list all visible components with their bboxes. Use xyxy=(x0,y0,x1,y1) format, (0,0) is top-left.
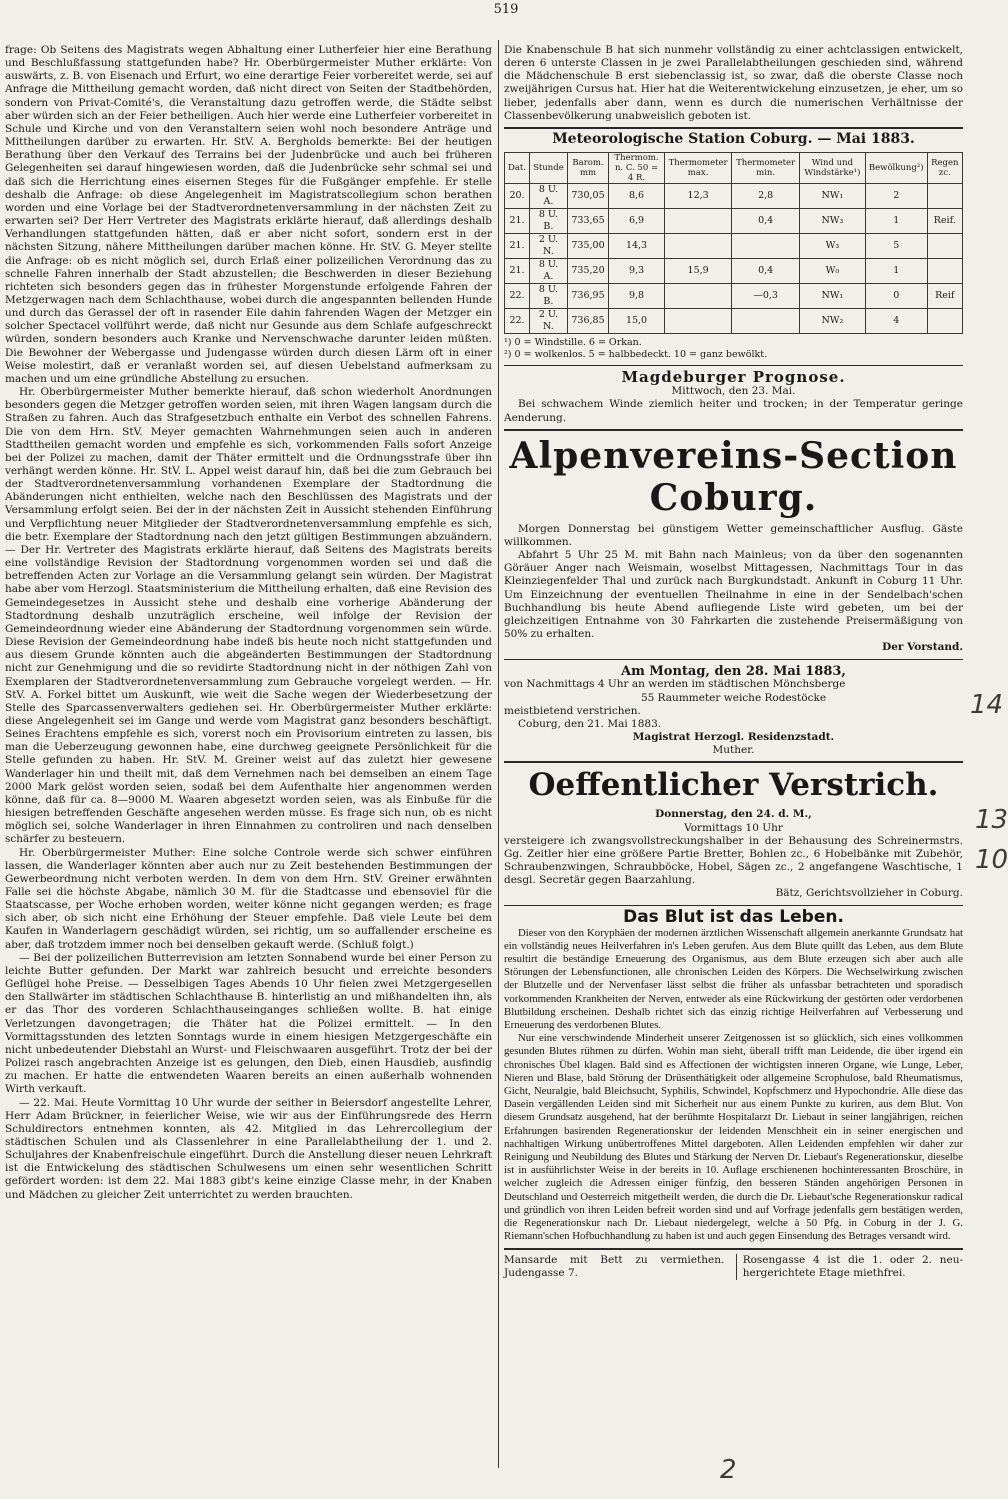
meteo-cell: W₀ xyxy=(799,259,865,284)
auction-line-3: 55 Raummeter weiche Rodestöcke xyxy=(640,691,827,704)
public-auction-date: Donnerstag, den 24. d. M., xyxy=(655,808,812,821)
meteo-note-2: ²) 0 = wolkenlos. 5 = halbbedeckt. 10 = ganz bewölkt. xyxy=(504,348,768,360)
rule xyxy=(504,365,963,366)
meteo-cell: NW₃ xyxy=(799,209,865,234)
meteo-cell xyxy=(664,309,732,334)
rule xyxy=(504,761,963,763)
left-para-2: Hr. Oberbürgermeister Muther bemerkte hierauf, daß schon wiederholt Anordnungen besonders gegen die Metzger getroffen worden seien, mit ihren Wagen langsam durch die Straßen zu fahren. Auch das Strafgesetzbuch enthalte ein Verbot des schnellen Fahrens. Die von dem Hrn. StV. Meyer gemachten Wahrnehmungen seien auch in anderen Stadttheilen gemacht worden und empfehle es sich, vorkommenden Falls sofort Anzeige bei der Polizei zu machen, damit der Thäter ermittelt und die Ordnungsstrafe über ihn verhängt werden könne. Hr. StV. L. Appel weist darauf hin, daß bei die zum Gebrauch bei der Stadtverordnetenversammlung vorhandenen Exemplare der Stadtordnung die Abänderungen nicht enthielten, welche nach den Beschlüssen des Magistrats und der Versammlung erfolgt seien. Bei der in der nächsten Zeit in Aussicht stehenden Einführung und Verpflichtung neuer Mitglieder der Stadtverordnetenversammlung empfehle es sich, die betr. Exemplare der Stadtordnung nach den jetzt gültigen Bestimmungen abzuändern. — Der Hr. Vertreter des Magistrats erklärte hierauf, daß Seitens des Magistrats bereits eine vollständige Revision der Stadtordnung vorgenommen worden sei und daß die betreffenden Acten zur Vorlage an die Versammlung gelangt sein würden. Der Magistrat habe aber vom Herzogl. Staatsministerium die Mittheilung erhalten, daß eine Revision des Gemeindegesetzes in Aussicht stehe und deshalb eine vorherige Abänderung der Stadtordnung deshalb unzuträglich erscheine, weil infolge der Revision der Gemeindeordnung wieder eine Abänderung der Stadtordnung vorgenommen sein würde. Diese Revision der Gemeindeordnung habe indeß bis heute noch nicht stattgefunden und aus diesem Grunde könnten auch die abgeänderten Bestimmungen der Stadtordnung nicht zur Genehmigung und die so revidirte Stadtordnung nicht in der nöthigen Zahl von Exemplaren der Stadtverordnetenversammlung zum Gebrauche vorgelegt werden. — Hr. StV. A. Forkel bittet um Auskunft, wie weit die Sache wegen der Wiederbesetzung der Stelle des Sparcassenverwalters gediehen sei. Hr. Oberbürgermeister Muther erklärte: diese Angelegenheit sei im Gange und werde vom Magistrat ganz besonders beschäftigt. Seines Erachtens empfehle es sich, vorerst noch ein Provisorium eintreten zu lassen, bis man die Ueberzeugung gewonnen habe, eine durchweg geeignete Persönlichkeit für die Stelle gefunden zu haben. Hr. StV. M. Greiner weist auf das zuletzt hier gewesene Wanderlager hin und theilt mit, daß dem Vernehmen nach bei demselben an einem Tage 2000 Mark gelöst worden seien, sodaß bei dem Aufenthalte hier angenommen werden könne, daß für ca. 8—9000 M. Waaren abgesetzt worden seien, was als Einbuße für die hiesigen betreffenden Geschäfte angesehen werden müsse. Es frage sich nun, ob es nicht möglich sei, solche Wanderlager in ihren Einnahmen zu controliren und nach denselben schärfer zu besteuern. xyxy=(5,386,492,846)
meteo-cell: 9,8 xyxy=(609,284,665,309)
left-para-1: frage: Ob Seitens des Magistrats wegen Abhaltung einer Lutherfeier hier eine Berathung und Beschlußfassung stattgefunden habe? Hr. Oberbürgermeister Muther erklärte: Von auswärts, z. B. von Eisenach und Erfurt, wo eine derartige Feier vorbereitet werde, sei auf Anfrage die Mittheilung gemacht worden, daß nicht direct von Seiten der Stadtbehörden, sondern von Privat-Comité's, die Veranstaltung dazu getroffen werde, die Städte selbst aber würden sich an der Feier betheiligen. Auch hier werde eine Lutherfeier vorbereitet in Schule und Kirche und von den Veranstaltern seien wohl noch besondere Anträge und Mittheilungen darüber zu erwarten. Hr. StV. A. Bergholds bemerkte: Bei der heutigen Berathung über den Verkauf des Terrains bei der Judenbrücke und auch bei früheren Gelegenheiten sei darauf hingewiesen worden, daß die Judenbrücke sehr schmal sei und daß sich die Herrichtung eines eisernen Steges für die Fußgänger empfehle. Er stelle deshalb die Anfrage: ob diese Angelegenheit im Magistratscollegium schon berathen worden und eine Vorlage bei der Stadtverordnetenversammlung in der nächsten Zeit zu erwarten sei? Der Herr Vertreter des Magistrats erklärte hierauf, daß allerdings deshalb Verhandlungen stattgefunden hätten, daß er aber nicht sofort, sondern erst in der nächsten Sitzung, nähere Mittheilungen darüber machen könne. Hr. StV. G. Meyer stellte die Anfrage: ob es nicht möglich sei, durch Erlaß einer polizeilichen Verordnung das zu schnelle Fahren innerhalb der Stadt abzustellen; die Beschwerden in dieser Beziehung richteten sich besonders gegen das in frühester Morgenstunde erfolgende Fahren der Metzgerwagen nach dem Schlachthause, wobei durch die angespannten bellenden Hunde und durch das Gerassel der oft in rasender Eile dahin fahrenden Wagen der Metzger ein solcher Spectacel vollführt werde, daß nicht nur Gesunde aus dem Schlafe aufgeschreckt würden, sondern besonders auch Kranke und Nervenschwache darunter leiden müßten. Die Bewohner der Webergasse und Judengasse würden durch diesen Lärm oft in einer Weise molestirt, daß er veranlaßt worden sei, auf diesen Uebelstand aufmerksam zu machen und um eine gründliche Abstellung zu ersuchen. xyxy=(5,44,492,385)
meteo-cell: 8 U. B. xyxy=(530,209,568,234)
meteo-row xyxy=(505,234,963,259)
meteo-cell xyxy=(664,284,732,309)
meteo-header-cell: Regen zc. xyxy=(927,153,962,184)
meteo-cell: NW₁ xyxy=(799,184,865,209)
school-note: Die Knabenschule B hat sich nunmehr vollständig zu einer achtclassigen entwickelt, deren 6 unterste Classen in je zwei Parallelabtheilungen geschieden sind, während die Mädchenschule B erst siebenclassig ist, so zwar, daß die oberste Classe noch zweijährigen Cursus hat. Hier hat die Weiterentwickelung einzusetzen, je eher, um so lieber, jedenfalls aber dann, wenn es durch die numerischen Verhältnisse der Classenbevölkerung unabweislich geboten ist. xyxy=(504,44,963,122)
meteo-cell: 2,8 xyxy=(732,184,799,209)
meteo-cell: NW₂ xyxy=(799,309,865,334)
column-divider xyxy=(498,40,499,1468)
meteo-cell: 735,00 xyxy=(567,234,608,259)
meteo-cell: 9,3 xyxy=(609,259,665,284)
meteo-cell: 8 U. A. xyxy=(530,259,568,284)
meteo-cell: 21. xyxy=(505,259,530,284)
meteo-cell: W₃ xyxy=(799,234,865,259)
meteo-cell: Reif. xyxy=(927,209,962,234)
meteo-cell: 21. xyxy=(505,234,530,259)
alpine-club-signature: Der Vorstand. xyxy=(882,641,963,654)
auction-authority: Magistrat Herzogl. Residenzstadt. xyxy=(632,731,835,744)
meteo-header-cell: Thermometer min. xyxy=(732,153,799,184)
meteo-cell: 8 U. B. xyxy=(530,284,568,309)
meteo-note-1: ¹) 0 = Windstille. 6 = Orkan. xyxy=(504,337,642,349)
meteo-row xyxy=(505,184,963,209)
meteo-header-cell: Thermom. n. C. 50 = 4 R. xyxy=(609,153,665,184)
meteo-header-cell: Barom. mm xyxy=(567,153,608,184)
meteo-header-cell: Dat. xyxy=(505,153,530,184)
meteo-cell xyxy=(927,259,962,284)
meteo-header-cell: Wind und Windstärke¹) xyxy=(799,153,865,184)
meteo-cell: 735,20 xyxy=(567,259,608,284)
left-para-4: — Bei der polizeilichen Butterrevision am letzten Sonnabend wurde bei einer Person zu leichte Butter gefunden. Der Markt war zahlreich besucht und erreichte besonders Geflügel hohe Preise. — Desselbigen Tages Abends 10 Uhr fielen zwei Metzgergesellen den Stallwärter im städtischen Schlachthause B. hinterlistig an und mißhandelten ihn, als er das Thor des vorderen Schlachthauseinganges schließen wollte. B. hat einige Verletzungen davongetragen; die Thäter hat die Polizei ermittelt. — In den Vormittagsstunden des letzten Sonntags wurde in einem hiesigen Metzgergeschäfte ein nicht unbedeutender Diebstahl an Wurst- und Fleischwaaren ausgeführt. Trotz der bei der Polizei rasch angebrachten Anzeige ist es gelungen, den Dieb, einen Hausdieb, ausfindig zu machen. Er hatte die entwendeten Waaren bereits an einen außerhalb wohnenden Wirth verkauft. xyxy=(5,951,492,1096)
handwritten-mark: 2 xyxy=(720,1455,737,1485)
meteo-cell: 0 xyxy=(865,284,927,309)
prognosis-date: Mittwoch, den 23. Mai. xyxy=(671,385,796,398)
small-ads xyxy=(504,1254,963,1280)
auction-date: Am Montag, den 28. Mai 1883, xyxy=(621,664,846,680)
blood-ad-title: Das Blut ist das Leben. xyxy=(623,907,844,928)
rule xyxy=(504,1248,963,1250)
public-auction-text: versteigere ich zwangsvollstreckungshalber in der Behausung des Schreinermstrs. Gg. Zeitler hier eine größere Partie Bretter, Bohlen zc., 6 Hobelbänke mit Zubehör, Schraubenzwingen, Schraubböcke, Hobel, Sägen zc., 2 angefangene Waschtische, 1 desgl. Secretär gegen Baarzahlung. xyxy=(504,834,963,887)
meteo-cell xyxy=(927,309,962,334)
blood-ad-para-2: Nur eine verschwindende Minderheit unserer Zeitgenossen ist so glücklich, sich eines vollkommen gesunden Blutes rühmen zu dürfen. Wohin man sieht, überall trifft man Leidende, die über irgend ein chronisches Übel klagen. Bald sind es Affectionen der wichtigsten inneren Organe, wie Lunge, Leber, Nieren und Blase, bald Störung der Drüsenthätigkeit oder allgemeine Scrophulose, bald Rheumatismus, Gicht, Neuralgie, bald Bleichsucht, Syphilis, Schwindel, Kopfschmerz und Hypochondrie. Alle diese das Dasein vergällenden Leiden sind mit Sicherheit nur aus einem Punkte zu kuriren, aus dem Blut. Von diesem Grundsatz ausgehend, hat der berühmte Hospitalarzt Dr. Liebaut in seiner langjährigen, reichen Erfahrungen basirenden Regenerationskur der leidenden Menschheit ein in seiner energischen und nachhaltigen Wirkung unübertroffenes Mittel dargeboten. Allen Leidenden empfehlen wir daher zur Reinigung und Neubildung des Blutes und Stärkung der Nerven Dr. Liebaut's Regenerationskur, dieselbe ist in ausführlichster Weise in der bereits in 10. Auflage erschienenen hochinteressanten Broschüre, in welcher zugleich die Adressen einiger fünfzig, den besseren Ständen angehörigen Personen in Deutschland und Oesterreich mitgetheilt werden, die durch die Dr. Liebaut'sche Regenerationskur radical und gründlich von ihren Leiden befreit worden sind und auf Vorfrage jedenfalls gern bestätigen werden, die Regenerationskur nach Dr. Liebaut niedergelegt, welche à 50 Pfg. in Coburg in der J. G. Riemann'schen Hofbuchhandlung zu haben ist und auch gegen Einsendung des Betrages versandt wird. xyxy=(504,1032,963,1243)
auction-line-2: von Nachmittags 4 Uhr an werden im städtischen Mönchsberge xyxy=(504,678,846,691)
public-auction-time: Vormittags 10 Uhr xyxy=(684,821,783,834)
meteo-cell xyxy=(664,234,732,259)
handwritten-mark: 10 xyxy=(975,845,1008,875)
meteo-cell: 733,65 xyxy=(567,209,608,234)
left-para-5: — 22. Mai. Heute Vormittag 10 Uhr wurde der seither in Beiersdorf angestellte Lehrer, Herr Adam Brückner, in feierlicher Weise, wie wir aus der Einführungsrede des Herrn Schuldirectors entnehmen konnten, als 42. Mitglied in das Lehrercollegium der städtischen Schulen und als Classenlehrer in eine Parallelabtheilung der 1. und 2. Schuljahres der Knabenfreischule eingeführt. Durch die Anstellung dieser neuen Lehrkraft ist die Entwickelung des städtischen Schulwesens um einen sehr wesentlichen Schritt gefördert worden: ist dem 22. Mai 1883 gibt's keine einzige Classe mehr, in der Knaben und Mädchen zu gleicher Zeit unterrichtet zu werden brauchten. xyxy=(5,1096,492,1201)
auction-signatory: Muther. xyxy=(712,744,755,757)
meteo-row xyxy=(505,309,963,334)
blood-ad-para-1: Dieser von den Koryphäen der modernen ärztlichen Wissenschaft allgemein anerkannte Grundsatz hat ein vollständig neues Heilverfahren in's Leben gerufen. Aus dem Blute quillt das Leben, aus dem Blute resultirt die beständige Erneuerung des Organismus, aus dem Blute erzeugen sich aber auch alle Störungen der Lebensfunctionen, alle chronischen Leiden des Körpers. Die Wechselwirkung zwischen der Blutzelle und der Nervenfaser lässt selbst die früher als unfassbar betrachteten und sporadisch vorkommenden Krankheiten der Nerven, entweder als eine Rückwirkung der gestörten oder verdorbenen Blutbildung erscheinen. Deshalb richtet sich das einzig richtige Heilverfahren auf Verbesserung und Erneuerung des verdorbenen Blutes. xyxy=(504,926,963,1032)
meteo-cell xyxy=(732,309,799,334)
meteo-cell: 21. xyxy=(505,209,530,234)
left-para-3: Hr. Oberbürgermeister Muther: Eine solche Controle werde sich schwer einführen lassen, die Wanderlager könnten aber auch nur zu Zeit bestehenden Bestimmungen der Gewerbeordnung nicht verboten werden. In dem von dem Hrn. StV. Greiner erwähnten Falle sei die höchste Abgabe, nämlich 30 M. für die Stadtcasse und ebensoviel für die Staatscasse, per Woche erhoben worden, weiter könne nicht gegangen werden; es frage sich aber, ob sich nicht eine Erhöhung der Steuer empfehle. Daß viele Leute bei dem Kaufen in Wanderlagern geschädigt würden, sei richtig, um so auffallender erscheine es aber, daß trotzdem immer noch bei denselben gekauft werde. (Schluß folgt.) xyxy=(5,846,492,951)
meteo-table xyxy=(504,152,963,334)
meteo-cell: —0,3 xyxy=(732,284,799,309)
meteo-cell: 0,4 xyxy=(732,209,799,234)
meteo-cell: 15,9 xyxy=(664,259,732,284)
meteo-cell xyxy=(732,234,799,259)
meteo-cell: NW₁ xyxy=(799,284,865,309)
alpine-club-text-1: Morgen Donnerstag bei günstigem Wetter gemeinschaftlicher Ausflug. Gäste willkommen. xyxy=(504,522,963,548)
meteo-cell: 736,85 xyxy=(567,309,608,334)
meteo-cell: 4 xyxy=(865,309,927,334)
meteo-cell: 22. xyxy=(505,309,530,334)
auction-place: Coburg, den 21. Mai 1883. xyxy=(518,717,662,730)
meteo-cell: 2 U. N. xyxy=(530,309,568,334)
handwritten-mark: 13 xyxy=(975,805,1008,835)
meteo-cell xyxy=(664,209,732,234)
handwritten-mark: 14 xyxy=(970,690,1004,720)
meteo-cell: 15,0 xyxy=(609,309,665,334)
prognosis-text: Bei schwachem Winde ziemlich heiter und trocken; in der Temperatur geringe Aenderung. xyxy=(504,398,963,424)
meteo-header-cell: Bewölkung²) xyxy=(865,153,927,184)
right-column xyxy=(504,44,963,1280)
meteo-header-cell: Stunde xyxy=(530,153,568,184)
meteo-cell: 14,3 xyxy=(609,234,665,259)
auction-line-4: meistbietend verstrichen. xyxy=(504,704,641,717)
meteo-cell: 20. xyxy=(505,184,530,209)
public-auction-signature: Bätz, Gerichtsvollzieher in Coburg. xyxy=(775,887,963,900)
meteo-cell: 6,9 xyxy=(609,209,665,234)
meteo-cell: 1 xyxy=(865,209,927,234)
meteo-cell: 8 U. A. xyxy=(530,184,568,209)
meteo-cell: 730,05 xyxy=(567,184,608,209)
meteo-cell: 12,3 xyxy=(664,184,732,209)
meteo-row xyxy=(505,259,963,284)
meteo-cell: 1 xyxy=(865,259,927,284)
meteo-cell: 2 xyxy=(865,184,927,209)
meteo-header-cell: Thermometer max. xyxy=(664,153,732,184)
meteo-cell xyxy=(927,234,962,259)
meteo-title: Meteorologische Station Coburg. — Mai 1883. xyxy=(552,130,915,147)
rule xyxy=(504,127,963,129)
rule xyxy=(504,659,963,660)
rule xyxy=(504,429,963,431)
small-ad-room: Mansarde mit Bett zu vermiethen. Judengasse 7. xyxy=(504,1253,725,1279)
meteo-cell: 2 U. N. xyxy=(530,234,568,259)
alpine-club-title: Alpenvereins-Section Coburg. xyxy=(509,434,958,519)
meteo-cell xyxy=(927,184,962,209)
meteo-cell: 736,95 xyxy=(567,284,608,309)
left-column xyxy=(5,44,492,1202)
meteo-cell: Reif xyxy=(927,284,962,309)
rule xyxy=(504,905,963,906)
meteo-cell: 8,6 xyxy=(609,184,665,209)
meteo-cell: 22. xyxy=(505,284,530,309)
meteo-cell: 0,4 xyxy=(732,259,799,284)
prognosis-title: Magdeburger Prognose. xyxy=(621,368,846,387)
public-auction-title: Oeffentlicher Verstrich. xyxy=(528,767,939,804)
page-number: 519 xyxy=(493,2,519,17)
small-ad-flat: Rosengasse 4 ist die 1. oder 2. neu-hergerichtete Etage miethfrei. xyxy=(736,1254,963,1280)
meteo-cell: 5 xyxy=(865,234,927,259)
alpine-club-text-2: Abfahrt 5 Uhr 25 M. mit Bahn nach Mainleus; von da über den sogenannten Göräuer Anger nach Weismain, woselbst Mittagessen, Nachmittags Tour in das Kleinziegenfelder Thal und zurück nach Burgkundstadt. Ankunft in Coburg 11 Uhr. Um Einzeichnung der eventuellen Theilnahme in eine in der Sendelbach'schen Buchhandlung bis heute Abend aufliegende Liste wird gebeten, um bei der gleichzeitigen Entnahme von 30 Fahrkarten die zustehende Preisermäßigung von 50% zu erhalten. xyxy=(504,549,963,640)
meteo-row xyxy=(505,209,963,234)
meteo-row xyxy=(505,284,963,309)
